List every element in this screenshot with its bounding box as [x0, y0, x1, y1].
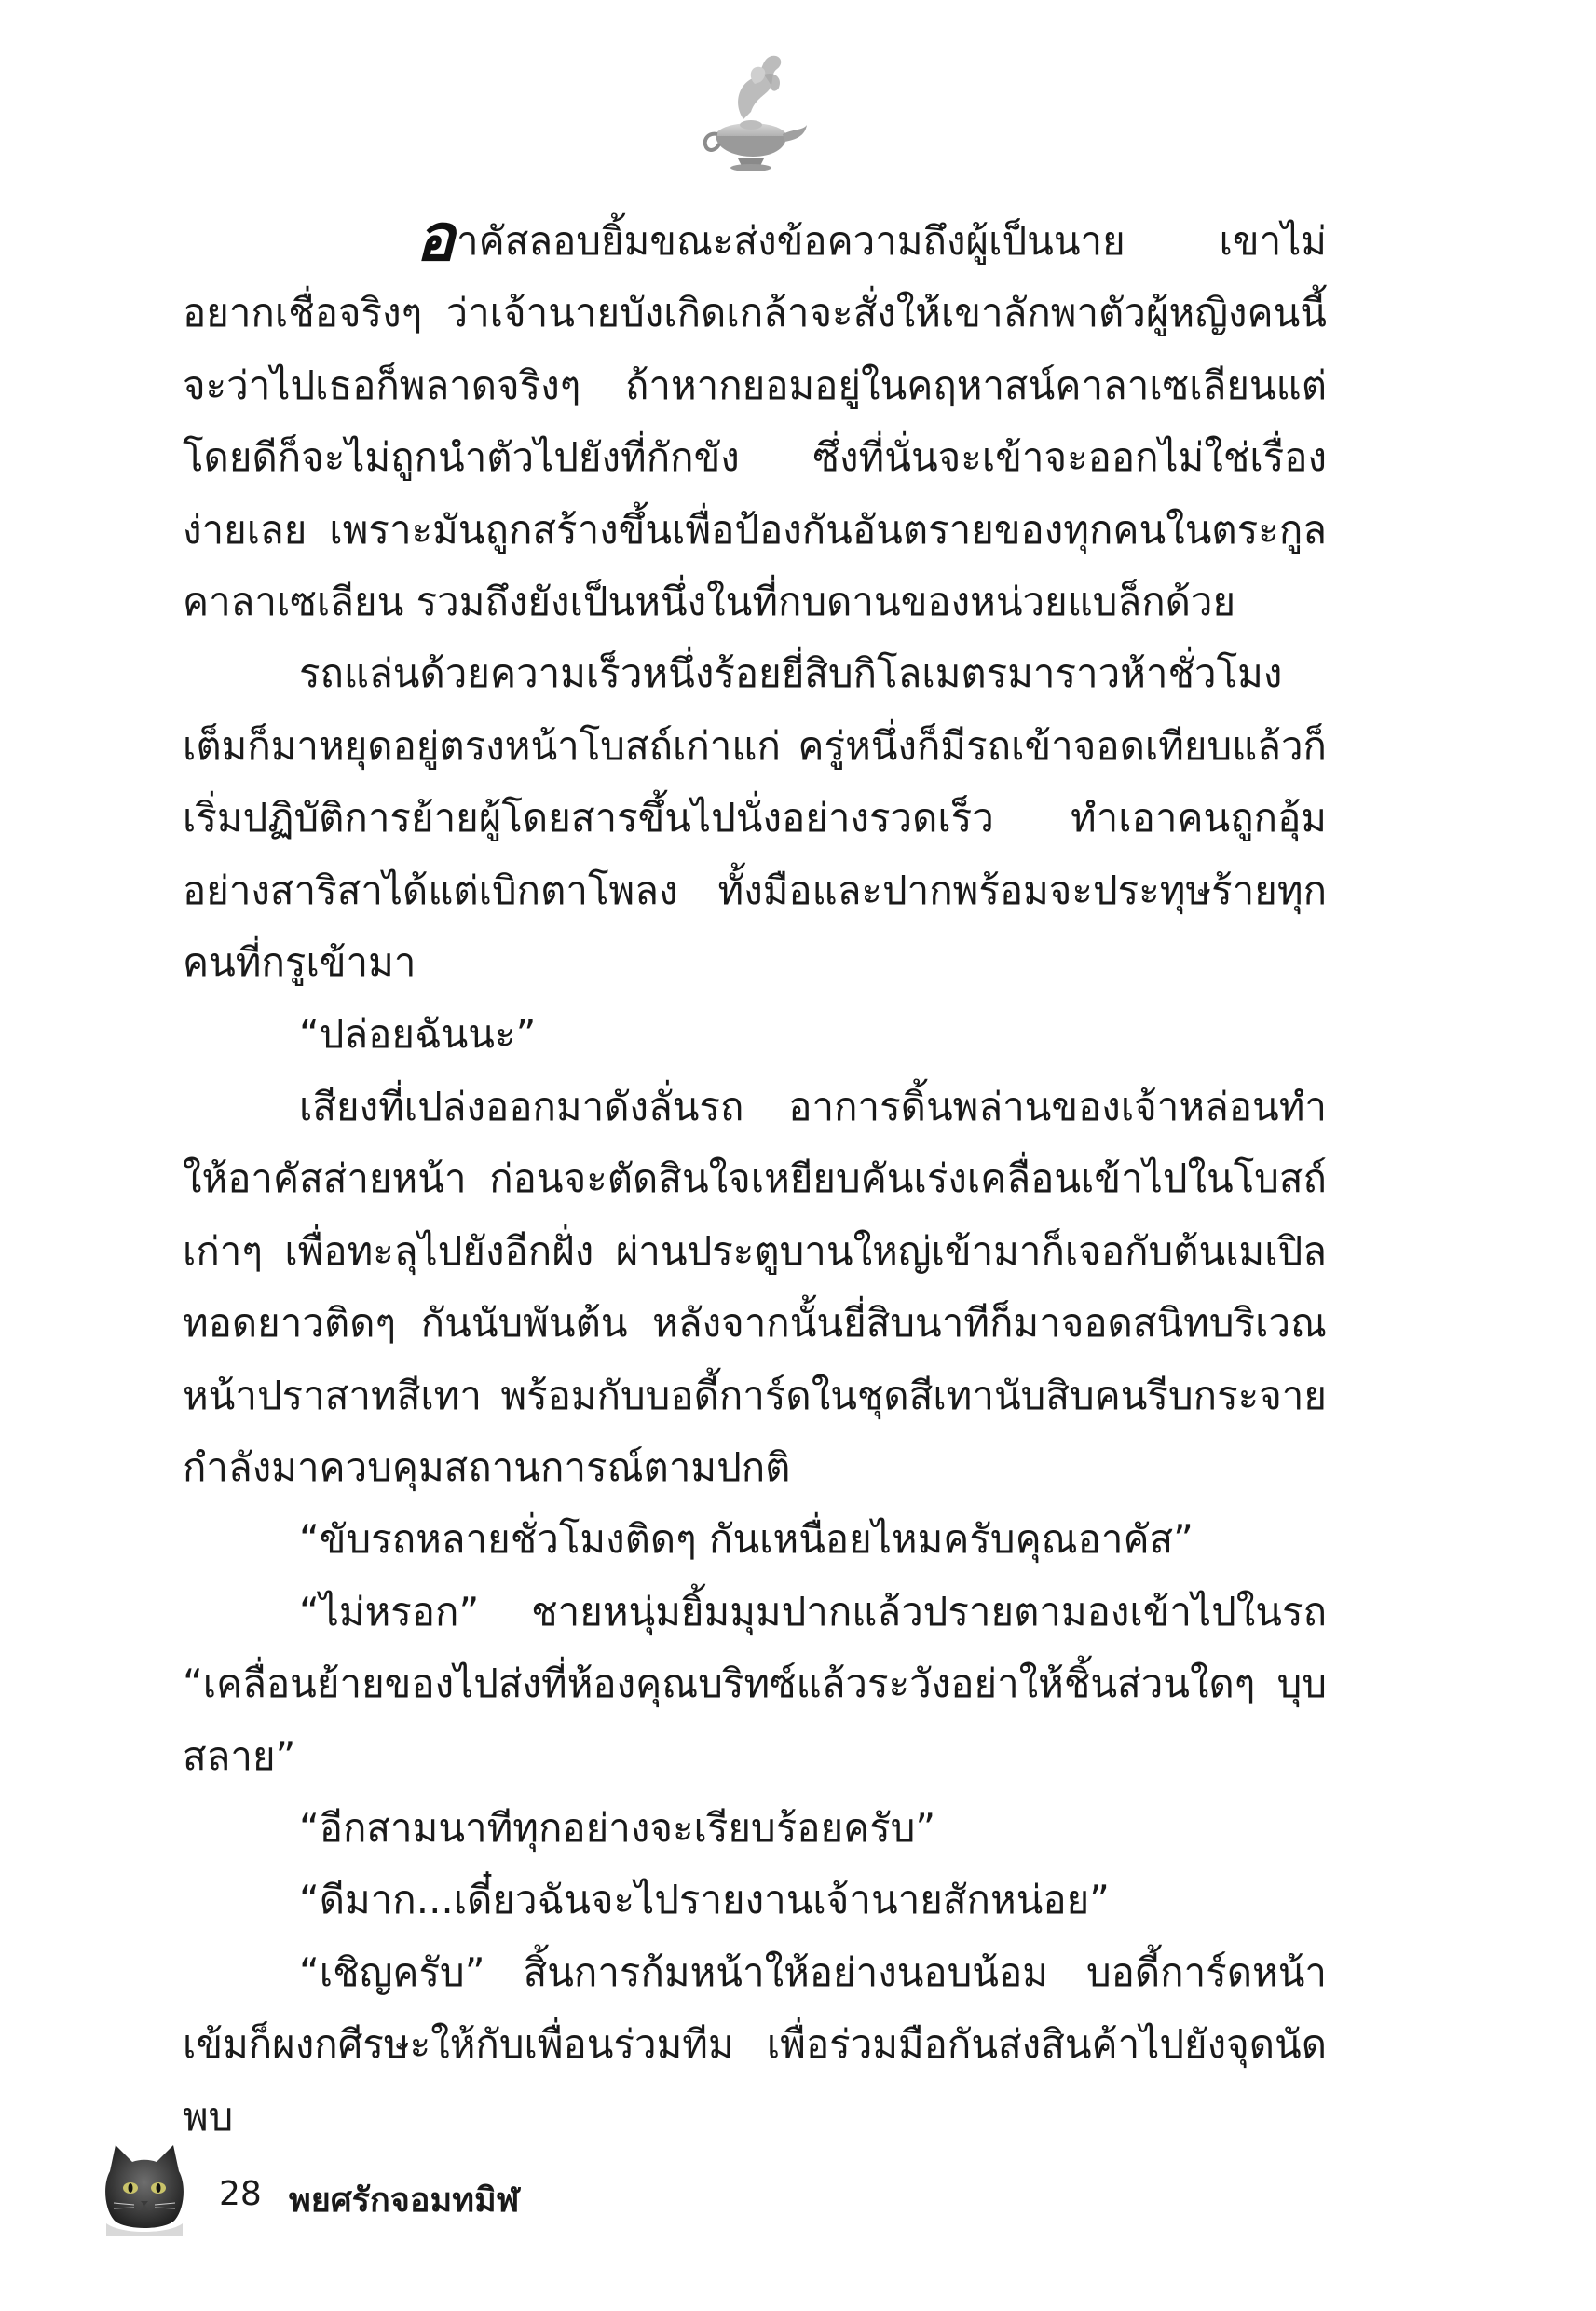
page-number: 28	[219, 2175, 262, 2213]
chapter-body	[183, 199, 1327, 2153]
dialogue-line: “ดีมาก...เดี๋ยวฉันจะไปรายงานเจ้านายสักหน่อย”	[299, 1877, 1110, 1923]
paragraph: รถแล่นด้วยความเร็วหนึ่งร้อยยี่สิบกิโลเมตรมาราวห้าชั่วโมงเต็มก็มาหยุดอยู่ตรงหน้าโบสถ์เก่าแก่ ครู่หนึ่งก็มีรถเข้าจอดเทียบแล้วก็เริ่มปฏิบัติการย้ายผู้โดยสารขึ้นไปนั่งอย่างรวดเร็ว ทำเอาคนถูกอุ้มอย่างสาริสาได้แต่เบิกตาโพลง ทั้งมือและปากพร้อมจะประทุษร้ายทุกคนที่กรูเข้ามา	[183, 650, 1327, 986]
drop-cap: อ	[416, 199, 456, 276]
dialogue-line: “ขับรถหลายชั่วโมงติดๆ กันเหนื่อยไหมครับคุณอาคัส”	[299, 1516, 1194, 1563]
paragraph: เสียงที่เปล่งออกมาดังลั่นรถ อาการดิ้นพล่านของเจ้าหล่อนทำให้อาคัสส่ายหน้า ก่อนจะตัดสินใจเหยียบคันเร่งเคลื่อนเข้าไปในโบสถ์เก่าๆ เพื่อทะลุไปยังอีกฝั่ง ผ่านประตูบานใหญ่เข้ามาก็เจอกับต้นเมเปิลทอดยาวติดๆ กันนับพันต้น หลังจากนั้นยี่สิบนาทีก็มาจอดสนิทบริเวณหน้าปราสาทสีเทา พร้อมกับบอดี้การ์ดในชุดสีเทานับสิบคนรีบกระจายกำลังมาควบคุมสถานการณ์ตามปกติ	[183, 1083, 1327, 1490]
magic-lamp-genie-icon	[686, 47, 816, 177]
cat-face-icon	[102, 2143, 186, 2236]
dialogue-line: “ปล่อยฉันนะ”	[299, 1011, 537, 1058]
dialogue-line: “อีกสามนาทีทุกอย่างจะเรียบร้อยครับ”	[299, 1804, 936, 1851]
dialogue-line: “ไม่หรอก” ชายหนุ่มยิ้มมุมปากแล้วปรายตามองเข้าไปในรถ “เคลื่อนย้ายของไปส่งที่ห้องคุณบริทซ์แล้วระวังอย่าให้ชิ้นส่วนใดๆ บุบสลาย”	[183, 1588, 1327, 1779]
paragraph: อาคัสลอบยิ้มขณะส่งข้อความถึงผู้เป็นนาย เขาไม่อยากเชื่อจริงๆ ว่าเจ้านายบังเกิดเกล้าจะสั่งให้เขาลักพาตัวผู้หญิงคนนี้ จะว่าไปเธอก็พลาดจริงๆ ถ้าหากยอมอยู่ในคฤหาสน์คาลาเซเลียนแต่โดยดีก็จะไม่ถูกนำตัวไปยังที่กักขัง ซึ่งที่นั่นจะเข้าจะออกไม่ใช่เรื่องง่ายเลย เพราะมันถูกสร้างขึ้นเพื่อป้องกันอันตรายของทุกคนในตระกูลคาลาเซเลียน รวมถึงยังเป็นหนึ่งในที่กบดานของหน่วยแบล็กด้วย	[183, 199, 1327, 625]
page-footer	[102, 2143, 662, 2255]
paragraph: “เชิญครับ” สิ้นการก้มหน้าให้อย่างนอบน้อม บอดี้การ์ดหน้าเข้มก็ผงกศีรษะให้กับเพื่อนร่วมทีม เพื่อร่วมมือกันส่งสินค้าไปยังจุดนัดพบ	[183, 1949, 1327, 2140]
book-title: พยศรักจอมทมิฬ	[289, 2181, 520, 2220]
